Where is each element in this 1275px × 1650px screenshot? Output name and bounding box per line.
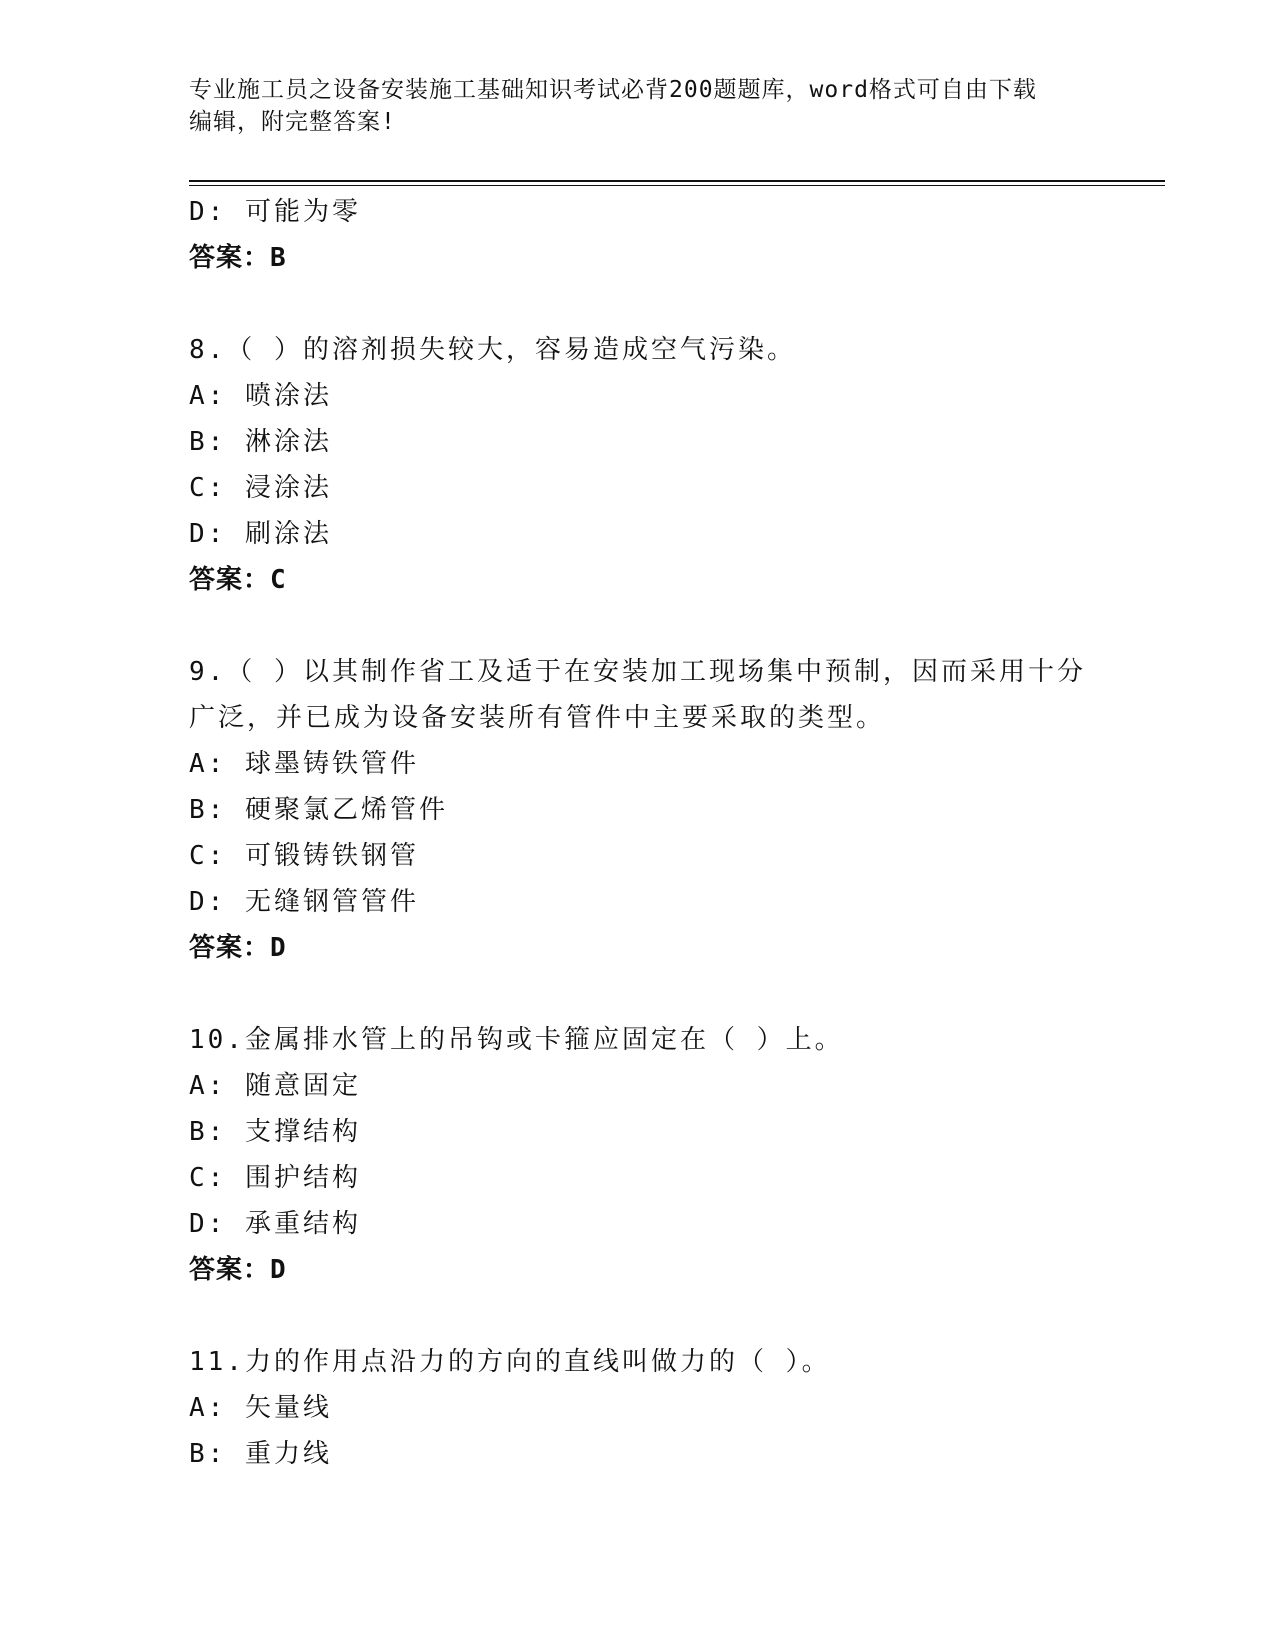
option-a: A: 喷涂法 [189, 381, 332, 411]
header-title-line-2: 编辑，附完整答案! [189, 109, 396, 135]
header-divider-thin [189, 185, 1165, 186]
option-c: C: 围护结构 [189, 1163, 361, 1193]
header-divider-thick [189, 180, 1165, 182]
spacer [189, 603, 1089, 649]
prev-question-option-d: D: 可能为零 [189, 197, 361, 227]
question-answer: 答案：D [189, 933, 287, 963]
option-b: B: 重力线 [189, 1439, 332, 1469]
question-8 [189, 327, 1089, 603]
spacer [189, 971, 1089, 1017]
option-b: B: 硬聚氯乙烯管件 [189, 795, 448, 825]
option-b: B: 淋涂法 [189, 427, 332, 457]
option-c: C: 浸涂法 [189, 473, 332, 503]
document-header [189, 74, 1089, 138]
header-title-line-1: 专业施工员之设备安装施工基础知识考试必背200题题库，word格式可自由下载 [189, 77, 1037, 103]
question-stem: 10.金属排水管上的吊钩或卡箍应固定在（ ）上。 [189, 1025, 844, 1055]
question-answer: 答案：C [189, 565, 287, 595]
question-10 [189, 1017, 1089, 1293]
option-d: D: 承重结构 [189, 1209, 361, 1239]
option-a: A: 矢量线 [189, 1393, 332, 1423]
question-11 [189, 1339, 1089, 1477]
question-answer: 答案：D [189, 1255, 287, 1285]
option-d: D: 刷涂法 [189, 519, 332, 549]
option-a: A: 球墨铸铁管件 [189, 749, 419, 779]
prev-question-answer: 答案：B [189, 243, 287, 273]
option-c: C: 可锻铸铁钢管 [189, 841, 419, 871]
spacer [189, 1293, 1089, 1339]
option-b: B: 支撑结构 [189, 1117, 361, 1147]
question-list [189, 189, 1089, 1477]
question-9 [189, 649, 1089, 971]
question-stem: 11.力的作用点沿力的方向的直线叫做力的（ ）。 [189, 1347, 831, 1377]
question-stem: 8.（ ）的溶剂损失较大，容易造成空气污染。 [189, 335, 796, 365]
question-stem-line-2: 广泛，并已成为设备安装所有管件中主要采取的类型。 [189, 703, 886, 733]
option-d: D: 无缝钢管管件 [189, 887, 419, 917]
question-stem-line-1: 9.（ ）以其制作省工及适于在安装加工现场集中预制，因而采用十分 [189, 657, 1086, 687]
option-a: A: 随意固定 [189, 1071, 361, 1101]
spacer [189, 281, 1089, 327]
